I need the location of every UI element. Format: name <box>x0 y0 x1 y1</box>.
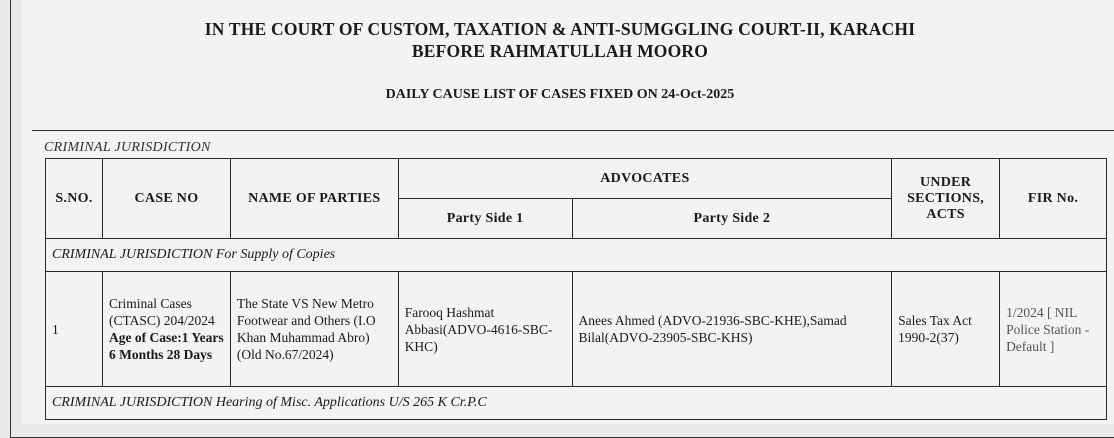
cell-fir-no: 1/2024 [ NIL Police Station - Default ] <box>1000 272 1107 387</box>
cell-sno: 1 <box>46 272 103 387</box>
col-party-side-1: Party Side 1 <box>398 199 572 239</box>
cause-list-table <box>45 158 1107 420</box>
jurisdiction-label: CRIMINAL JURISDICTION <box>44 140 211 155</box>
col-parties: NAME OF PARTIES <box>230 159 398 239</box>
cell-case-no <box>102 272 230 387</box>
col-under-sections: UNDER SECTIONS, ACTS <box>892 159 1000 239</box>
col-fir-no: FIR No. <box>1000 159 1107 239</box>
section-label: CRIMINAL JURISDICTION Hearing of Misc. Applications U/S 265 K Cr.P.C <box>46 387 1107 420</box>
cell-under-sections: Sales Tax Act 1990-2(37) <box>892 272 1000 387</box>
section-row-copies <box>46 239 1107 272</box>
case-type: Criminal Cases (CTASC) 204/2024 <box>108 296 215 328</box>
court-title-line1: IN THE COURT OF CUSTOM, TAXATION & ANTI-SUMGGLING COURT-II, KARACHI <box>204 19 916 39</box>
col-case-no: CASE NO <box>102 159 230 239</box>
case-age: Age of Case:1 Years 6 Months 28 Days <box>108 330 224 362</box>
col-sno: S.NO. <box>46 159 103 239</box>
court-title <box>0 18 1114 62</box>
cell-party-side-1: Farooq Hashmat Abbasi(ADVO-4616-SBC-KHC) <box>398 272 572 387</box>
daily-cause-list-title: DAILY CAUSE LIST OF CASES FIXED ON 24-Oct-2025 <box>385 87 735 102</box>
section-label: CRIMINAL JURISDICTION For Supply of Copies <box>46 239 1107 272</box>
table-row <box>46 272 1107 387</box>
col-advocates: ADVOCATES <box>398 159 891 199</box>
cell-parties: The State VS New Metro Footwear and Others (I.O Khan Muhammad Abro) (Old No.67/2024) <box>230 272 398 387</box>
court-title-line2: BEFORE RAHMATULLAH MOORO <box>411 41 709 61</box>
col-party-side-2: Party Side 2 <box>572 199 892 239</box>
header-divider <box>32 130 1114 131</box>
cell-party-side-2: Anees Ahmed (ADVO-21936-SBC-KHE),Samad Bilal(ADVO-23905-SBC-KHS) <box>572 272 892 387</box>
header-row <box>46 159 1107 199</box>
section-row-hearing <box>46 387 1107 420</box>
